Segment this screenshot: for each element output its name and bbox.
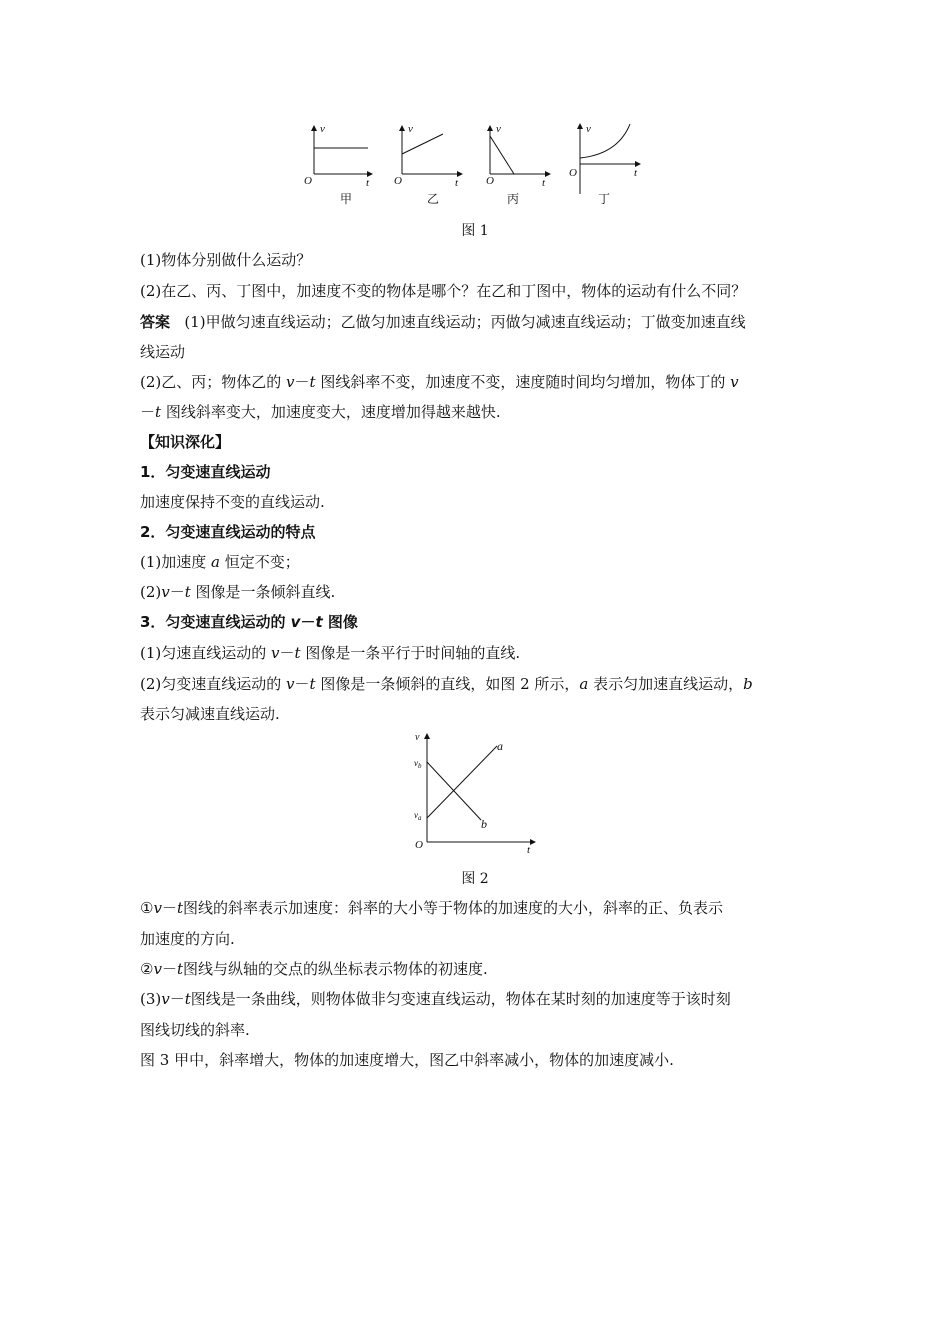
note-3: (3)v－t图线是一条曲线，则物体做非匀变速直线运动，物体在某时刻的加速度等于该时刻 [140, 990, 731, 1008]
heading-2: 2．匀变速直线运动的特点 [140, 523, 316, 541]
panel-label-yi: 乙 [427, 192, 440, 206]
note-4: 图 3 甲中，斜率增大，物体的加速度增大，图乙中斜率减小，物体的加速度减小. [140, 1051, 674, 1069]
answer-line-2: 线运动 [140, 343, 186, 361]
figure-2-caption: 图 2 [461, 871, 489, 887]
svg-text:t: t [634, 167, 638, 179]
note-3-line2: 图线切线的斜率. [140, 1021, 250, 1039]
svg-text:O: O [394, 175, 402, 187]
vb-label: $v_b$ [414, 758, 422, 770]
fig2-t-axis: t [527, 844, 531, 856]
paragraph-3b: (2)匀变速直线运动的 v－t 图像是一条倾斜的直线，如图 2 所示，a 表示匀加速直线运动，b [140, 675, 753, 693]
question-2: (2)在乙、丙、丁图中，加速度不变的物体是哪个？在乙和丁图中，物体的运动有什么不同？ [140, 282, 747, 300]
note-1: ①v－t图线的斜率表示加速度：斜率的大小等于物体的加速度的大小，斜率的正、负表示 [140, 899, 723, 917]
svg-text:t: t [455, 177, 459, 189]
svg-text:v: v [586, 123, 591, 135]
svg-text:O: O [569, 167, 577, 179]
paragraph-3a: (1)匀速直线运动的 v－t 图像是一条平行于时间轴的直线. [140, 644, 521, 662]
panel-label-bing: 丙 [507, 192, 520, 206]
answer-line-4: －t 图线斜率变大，加速度变大，速度增加得越来越快. [140, 403, 501, 421]
answer-line-3: (2)乙、丙；物体乙的 v－t 图线斜率不变，加速度不变，速度随时间均匀增加，物体丁的 v [140, 373, 739, 391]
graph-yi [394, 123, 462, 206]
svg-text:v: v [408, 123, 413, 135]
line-b-label: b [481, 817, 487, 831]
line-a-label: a [497, 739, 503, 753]
heading-3: 3．匀变速直线运动的 v－t 图像 [140, 613, 358, 631]
panel-label-jia: 甲 [340, 192, 353, 206]
fig2-v-axis: v [415, 732, 420, 743]
line-yi [402, 134, 443, 154]
graph-jia [304, 123, 372, 206]
paragraph-3b-line2: 表示匀减速直线运动. [140, 705, 280, 723]
line-bing [490, 136, 514, 174]
t-axis-label: t [366, 177, 370, 189]
answer-label: 答案 [140, 313, 171, 331]
svg-text:O: O [486, 175, 494, 187]
question-1: (1)物体分别做什么运动？ [140, 251, 312, 269]
graph-bing [486, 123, 550, 206]
panel-label-ding: 丁 [598, 192, 611, 206]
paragraph-1: 加速度保持不变的直线运动. [140, 493, 325, 511]
note-2: ②v－t图线与纵轴的交点的纵坐标表示物体的初速度. [140, 960, 488, 978]
answer-line-1: 答案 (1)甲做匀速直线运动；乙做匀加速直线运动；丙做匀减速直线运动；丁做变加速直线 [140, 313, 746, 331]
section-title: 【知识深化】 [140, 433, 231, 451]
va-label: $v_a$ [414, 810, 422, 822]
svg-text:v: v [496, 123, 501, 135]
graph-ding [569, 123, 640, 206]
fig2-origin: O [415, 839, 423, 851]
svg-text:t: t [542, 177, 546, 189]
heading-1: 1．匀变速直线运动 [140, 463, 271, 481]
figure-1 [300, 118, 650, 210]
line-a [427, 746, 497, 818]
paragraph-2a: (1)加速度 a 恒定不变； [140, 553, 300, 571]
figure-1-caption: 图 1 [461, 223, 489, 239]
note-1-line2: 加速度的方向. [140, 930, 235, 948]
paragraph-2b: (2)v－t 图像是一条倾斜直线. [140, 583, 336, 601]
origin-label: O [304, 175, 312, 187]
v-axis-label: v [320, 123, 325, 135]
figure-2 [405, 730, 545, 860]
